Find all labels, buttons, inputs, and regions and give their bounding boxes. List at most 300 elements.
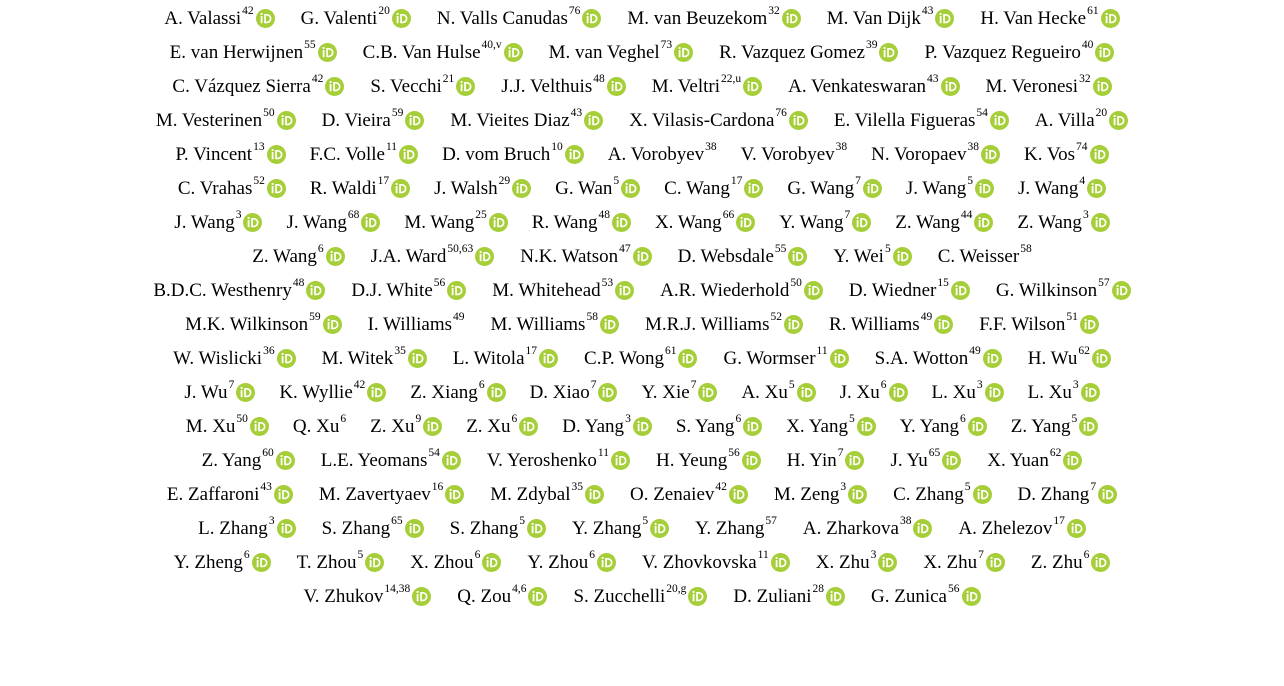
author-entry: M. Xu $^{50}$ [186,410,269,444]
author-entry: J. Walsh $^{29}$ [434,172,531,206]
orcid-icon[interactable] [274,485,293,504]
author-name: V. Vorobyev [740,144,835,165]
orcid-icon[interactable] [845,451,864,470]
author-name: Y. Zhang [695,518,765,539]
orcid-icon[interactable] [633,247,652,266]
orcid-icon[interactable] [277,111,296,130]
author-name: A. Villa [1034,110,1095,131]
author-entry: D. vom Bruch $^{10}$ [442,138,584,172]
orcid-icon[interactable] [250,417,269,436]
author-name: C.P. Wong [584,348,664,369]
orcid-icon[interactable] [392,9,411,28]
orcid-icon[interactable] [857,417,876,436]
orcid-icon[interactable] [983,349,1002,368]
author-entry: K. Vos $^{74}$ [1024,138,1109,172]
orcid-icon[interactable] [1112,281,1131,300]
author-entry: V. Vorobyev $^{38}$ [741,138,847,172]
orcid-icon[interactable] [600,315,619,334]
author-name: Z. Wang [1017,212,1082,233]
author-name: R. Williams [828,314,920,335]
author-entry: D. Vieira $^{59}$ [322,104,425,138]
orcid-icon[interactable] [267,179,286,198]
author-name: X. Yang [786,416,848,437]
author-entry: D. Zhang $^7$ [1018,478,1118,512]
orcid-icon[interactable] [323,315,342,334]
orcid-icon[interactable] [830,349,849,368]
author-name: Z. Yang [201,450,262,471]
orcid-icon[interactable] [256,9,275,28]
author-entry: D.J. White $^{56}$ [351,274,466,308]
orcid-icon[interactable] [1087,179,1106,198]
author-name: G. Valenti [300,8,378,29]
author-entry: P. Vazquez Regueiro $^{40}$ [924,36,1114,70]
author-name: D. Vieira [321,110,391,131]
author-entry: J. Yu $^{65}$ [890,444,961,478]
author-entry: Y. Zhang $^5$ [572,512,669,546]
author-name: E. van Herwijnen [169,42,304,63]
author-entry: V. Yeroshenko $^{11}$ [487,444,630,478]
author-entry: P. Vincent $^{13}$ [175,138,285,172]
author-name: X. Zhu [815,552,870,573]
orcid-icon[interactable] [584,111,603,130]
author-entry: I. Williams $^{49}$ [368,308,465,342]
author-entry: S. Zucchelli $^{20,g}$ [573,580,707,614]
author-name: J.A. Ward [370,246,447,267]
orcid-icon[interactable] [826,587,845,606]
orcid-icon[interactable] [968,417,987,436]
author-name: Z. Xu [466,416,511,437]
author-name: Y. Zhang [572,518,642,539]
author-name: A. Zharkova [802,518,899,539]
orcid-icon[interactable] [789,111,808,130]
orcid-icon[interactable] [1092,349,1111,368]
author-name: P. Vincent [175,144,253,165]
author-name: D. Xiao [529,382,590,403]
author-entry: K. Wyllie $^{42}$ [279,376,386,410]
author-entry: Z. Zhu $^6$ [1031,546,1110,580]
author-entry: V. Zhovkovska $^{11}$ [642,546,790,580]
author-entry: D. Xiao $^7$ [530,376,618,410]
orcid-icon[interactable] [405,519,424,538]
orcid-icon[interactable] [934,315,953,334]
orcid-icon[interactable] [674,43,693,62]
orcid-icon[interactable] [367,383,386,402]
author-name: G. Wang [787,178,855,199]
orcid-icon[interactable] [528,587,547,606]
orcid-icon[interactable] [326,247,345,266]
author-name: S. Zhang [449,518,519,539]
orcid-icon[interactable] [391,179,410,198]
author-line [0,138,1284,172]
author-name: F.F. Wilson [979,314,1066,335]
author-name: J. Wang [286,212,347,233]
author-entry: N. Voropaev $^{38}$ [871,138,1000,172]
author-entry: M. Wang $^{25}$ [404,206,507,240]
author-entry: M. Whitehead $^{53}$ [492,274,634,308]
author-name: C. Zhang [893,484,964,505]
author-entry: Z. Xu $^9$ [370,410,442,444]
author-name: Z. Xu [370,416,415,437]
author-entry: L. Zhang $^3$ [198,512,295,546]
author-entry: D. Websdale $^{55}$ [678,240,808,274]
author-entry: F.F. Wilson $^{51}$ [979,308,1099,342]
author-entry: M.K. Wilkinson $^{59}$ [185,308,341,342]
orcid-icon[interactable] [678,349,697,368]
orcid-icon[interactable] [252,553,271,572]
author-name: Y. Yang [899,416,960,437]
orcid-icon[interactable] [784,315,803,334]
author-entry: C. Vázquez Sierra $^{42}$ [172,70,344,104]
author-name: M. Whitehead [492,280,601,301]
orcid-icon[interactable] [986,553,1005,572]
author-name: M. Williams [490,314,586,335]
orcid-icon[interactable] [597,553,616,572]
author-line [0,342,1284,376]
orcid-icon[interactable] [951,281,970,300]
author-name: S. Vecchi [370,76,442,97]
orcid-icon[interactable] [975,179,994,198]
author-line [0,308,1284,342]
orcid-icon[interactable] [863,179,882,198]
author-name: A. Xu [741,382,788,403]
orcid-icon[interactable] [804,281,823,300]
author-entry: C. Zhang $^5$ [893,478,991,512]
orcid-icon[interactable] [743,77,762,96]
author-entry: M. Witek $^{35}$ [322,342,427,376]
author-line [0,274,1284,308]
author-entry: Z. Xiang $^6$ [410,376,505,410]
orcid-icon[interactable] [981,145,1000,164]
author-name: E. Zaffaroni [166,484,260,505]
author-name: C. Vázquez Sierra [172,76,311,97]
orcid-icon[interactable] [539,349,558,368]
orcid-icon[interactable] [277,519,296,538]
author-entry: M. van Veghel $^{73}$ [549,36,694,70]
author-name: R. Waldi [309,178,377,199]
author-entry: S. Yang $^6$ [676,410,762,444]
author-name: Y. Zhou [527,552,589,573]
orcid-icon[interactable] [962,587,981,606]
orcid-icon[interactable] [1109,111,1128,130]
orcid-icon[interactable] [698,383,717,402]
orcid-icon[interactable] [848,485,867,504]
orcid-icon[interactable] [650,519,669,538]
author-name: Z. Wang [252,246,317,267]
author-name: O. Zenaiev [629,484,715,505]
orcid-icon[interactable] [852,213,871,232]
author-name: N. Valls Canudas [436,8,568,29]
author-name: D. vom Bruch [442,144,551,165]
orcid-icon[interactable] [408,349,427,368]
orcid-icon[interactable] [612,213,631,232]
orcid-icon[interactable] [744,179,763,198]
orcid-icon[interactable] [598,383,617,402]
author-name: A. Venkateswaran [788,76,927,97]
author-line [0,376,1284,410]
author-name: J. Xu [839,382,880,403]
author-entry: H. Yin $^7$ [787,444,865,478]
author-name: J.J. Velthuis [501,76,593,97]
orcid-icon[interactable] [325,77,344,96]
author-name: Q. Zou [457,586,512,607]
orcid-icon[interactable] [527,519,546,538]
orcid-icon[interactable] [990,111,1009,130]
orcid-icon[interactable] [615,281,634,300]
author-name: D. Zuliani [733,586,812,607]
author-name: H. Wu [1027,348,1078,369]
orcid-icon[interactable] [1101,9,1120,28]
author-entry: J. Wang $^5$ [906,172,994,206]
orcid-icon[interactable] [456,77,475,96]
orcid-icon[interactable] [1095,43,1114,62]
orcid-icon[interactable] [405,111,424,130]
author-entry: Y. Yang $^6$ [900,410,987,444]
orcid-icon[interactable] [361,213,380,232]
author-entry: G. Zunica $^{56}$ [871,580,980,614]
orcid-icon[interactable] [582,9,601,28]
author-line [0,410,1284,444]
author-entry: Z. Wang $^3$ [1017,206,1109,240]
orcid-icon[interactable] [447,281,466,300]
orcid-icon[interactable] [1079,417,1098,436]
orcid-icon[interactable] [736,213,755,232]
author-name: L.E. Yeomans [320,450,428,471]
orcid-icon[interactable] [788,247,807,266]
orcid-icon[interactable] [475,247,494,266]
orcid-icon[interactable] [306,281,325,300]
author-name: M. Zeng [773,484,840,505]
orcid-icon[interactable] [621,179,640,198]
author-entry: M. Zavertyaev $^{16}$ [319,478,464,512]
orcid-icon[interactable] [688,587,707,606]
author-entry: S. Zhang $^{65}$ [322,512,424,546]
author-name: X. Yuan [987,450,1049,471]
author-name: Z. Xiang [410,382,478,403]
author-name: J. Walsh [434,178,498,199]
author-name: H. Yeung [655,450,728,471]
author-entry: C.B. Van Hulse $^{40,v}$ [363,36,523,70]
author-name: C. Weisser [937,246,1020,267]
author-entry: J. Wu $^7$ [184,376,255,410]
author-name: X. Wang [654,212,722,233]
author-line [0,580,1284,614]
author-entry: R. Wang $^{48}$ [532,206,631,240]
author-name: C.B. Van Hulse [362,42,481,63]
orcid-icon[interactable] [1080,315,1099,334]
author-name: T. Zhou [296,552,357,573]
author-entry: Z. Xu $^6$ [466,410,538,444]
author-entry: L. Witola $^{17}$ [453,342,558,376]
author-name: L. Xu [1027,382,1072,403]
author-line [0,36,1284,70]
orcid-icon[interactable] [1091,553,1110,572]
orcid-icon[interactable] [1081,383,1100,402]
author-entry: M. Zeng $^3$ [774,478,867,512]
author-line [0,2,1284,36]
orcid-icon[interactable] [504,43,523,62]
author-entry: A. Villa $^{20}$ [1035,104,1128,138]
author-name: Y. Wei [833,246,884,267]
author-entry: M. Williams $^{58}$ [491,308,619,342]
author-entry: X. Yang $^5$ [786,410,876,444]
author-entry: A.R. Wiederhold $^{50}$ [660,274,823,308]
author-entry: M. Veltri $^{22,u}$ [652,70,762,104]
author-entry: M. Vieites Diaz $^{43}$ [450,104,603,138]
author-name: N. Voropaev [871,144,967,165]
orcid-icon[interactable] [276,451,295,470]
author-name: G. Zunica [871,586,947,607]
author-name: L. Witola [452,348,525,369]
author-line [0,104,1284,138]
author-entry: Q. Xu $^6$ [293,410,346,444]
orcid-icon[interactable] [974,213,993,232]
author-entry: X. Zhu $^3$ [816,546,898,580]
orcid-icon[interactable] [941,77,960,96]
orcid-icon[interactable] [742,451,761,470]
orcid-icon[interactable] [423,417,442,436]
orcid-icon[interactable] [942,451,961,470]
author-entry: Y. Xie $^7$ [641,376,717,410]
author-name: J. Wu [184,382,228,403]
author-entry: A. Zhelezov $^{17}$ [958,512,1085,546]
author-entry: G. Wan $^5$ [555,172,640,206]
author-line [0,240,1284,274]
author-name: M. Wang [404,212,475,233]
orcid-icon[interactable] [973,485,992,504]
author-name: X. Zhu [923,552,978,573]
orcid-icon[interactable] [365,553,384,572]
author-name: S. Zucchelli [573,586,666,607]
author-line [0,546,1284,580]
author-entry: Z. Yang $^{60}$ [202,444,295,478]
author-entry: Z. Wang $^6$ [252,240,344,274]
orcid-icon[interactable] [412,587,431,606]
orcid-icon[interactable] [607,77,626,96]
orcid-icon[interactable] [318,43,337,62]
orcid-icon[interactable] [985,383,1004,402]
author-name: P. Vazquez Regueiro [924,42,1081,63]
orcid-icon[interactable] [277,349,296,368]
author-name: J. Yu [890,450,928,471]
orcid-icon[interactable] [1067,519,1086,538]
orcid-icon[interactable] [565,145,584,164]
author-entry: Z. Yang $^5$ [1011,410,1098,444]
author-name: L. Zhang [198,518,268,539]
orcid-icon[interactable] [893,247,912,266]
author-name: D. Wiedner [848,280,937,301]
orcid-icon[interactable] [487,383,506,402]
author-entry: X. Wang $^{66}$ [655,206,755,240]
author-name: A. Zhelezov [958,518,1053,539]
author-name: M. Vieites Diaz [450,110,570,131]
author-entry: G. Valenti $^{20}$ [301,2,411,36]
orcid-icon[interactable] [1098,485,1117,504]
orcid-icon[interactable] [797,383,816,402]
author-entry: M. Veronesi $^{32}$ [986,70,1112,104]
orcid-icon[interactable] [243,213,262,232]
orcid-icon[interactable] [489,213,508,232]
author-entry: M. Zdybal $^{35}$ [490,478,604,512]
author-name: J. Wang [905,178,967,199]
author-entry: L.E. Yeomans $^{54}$ [321,444,461,478]
author-entry: C.P. Wong $^{61}$ [584,342,697,376]
author-entry: N. Valls Canudas $^{76}$ [437,2,602,36]
author-entry: M. van Beuzekom $^{32}$ [627,2,800,36]
author-name: J. Wang [174,212,235,233]
author-name: B.D.C. Westhenry [153,280,292,301]
author-name: M.K. Wilkinson [185,314,309,335]
author-name: X. Vilasis-Cardona [629,110,775,131]
orcid-icon[interactable] [913,519,932,538]
author-name: M. Vesterinen [155,110,263,131]
author-entry: X. Yuan $^{62}$ [987,444,1082,478]
orcid-icon[interactable] [445,485,464,504]
author-entry: A. Valassi $^{42}$ [164,2,274,36]
author-entry: L. Xu $^3$ [1028,376,1100,410]
orcid-icon[interactable] [743,417,762,436]
author-name: M.R.J. Williams [644,314,770,335]
orcid-icon[interactable] [442,451,461,470]
author-entry: A. Xu $^5$ [741,376,815,410]
orcid-icon[interactable] [879,43,898,62]
orcid-icon[interactable] [1091,213,1110,232]
author-entry: R. Waldi $^{17}$ [310,172,410,206]
orcid-icon[interactable] [512,179,531,198]
orcid-icon[interactable] [889,383,908,402]
orcid-icon[interactable] [611,451,630,470]
author-entry: A. Venkateswaran $^{43}$ [788,70,959,104]
author-entry: S.A. Wotton $^{49}$ [875,342,1002,376]
author-name: C. Wang [664,178,730,199]
author-name: A. Valassi [164,8,242,29]
orcid-icon[interactable] [267,145,286,164]
author-entry: Y. Zhang $^{57}$ [695,512,777,546]
orcid-icon[interactable] [585,485,604,504]
author-name: S. Yang [675,416,735,437]
author-name: X. Zhou [410,552,474,573]
orcid-icon[interactable] [482,553,501,572]
orcid-icon[interactable] [1090,145,1109,164]
author-name: F.C. Volle [309,144,385,165]
author-name: W. Wislicki [173,348,263,369]
author-entry: J.A. Ward $^{50,63}$ [371,240,495,274]
author-name: M. van Veghel [548,42,660,63]
orcid-icon[interactable] [1093,77,1112,96]
author-name: M. Witek [321,348,394,369]
author-entry: X. Vilasis-Cardona $^{76}$ [629,104,808,138]
author-name: M. Veronesi [985,76,1079,97]
orcid-icon[interactable] [935,9,954,28]
author-name: S. Zhang [321,518,391,539]
orcid-icon[interactable] [236,383,255,402]
orcid-icon[interactable] [878,553,897,572]
author-name: D.J. White [351,280,433,301]
author-entry: M.R.J. Williams $^{52}$ [645,308,803,342]
author-entry: X. Zhu $^7$ [923,546,1005,580]
orcid-icon[interactable] [519,417,538,436]
orcid-icon[interactable] [771,553,790,572]
orcid-icon[interactable] [633,417,652,436]
author-entry: J. Xu $^6$ [840,376,908,410]
orcid-icon[interactable] [729,485,748,504]
author-name: G. Wormser [723,348,816,369]
orcid-icon[interactable] [399,145,418,164]
orcid-icon[interactable] [1063,451,1082,470]
author-entry: O. Zenaiev $^{42}$ [630,478,748,512]
author-entry: G. Wilkinson $^{57}$ [996,274,1131,308]
orcid-icon[interactable] [782,9,801,28]
author-entry: B.D.C. Westhenry $^{48}$ [153,274,325,308]
